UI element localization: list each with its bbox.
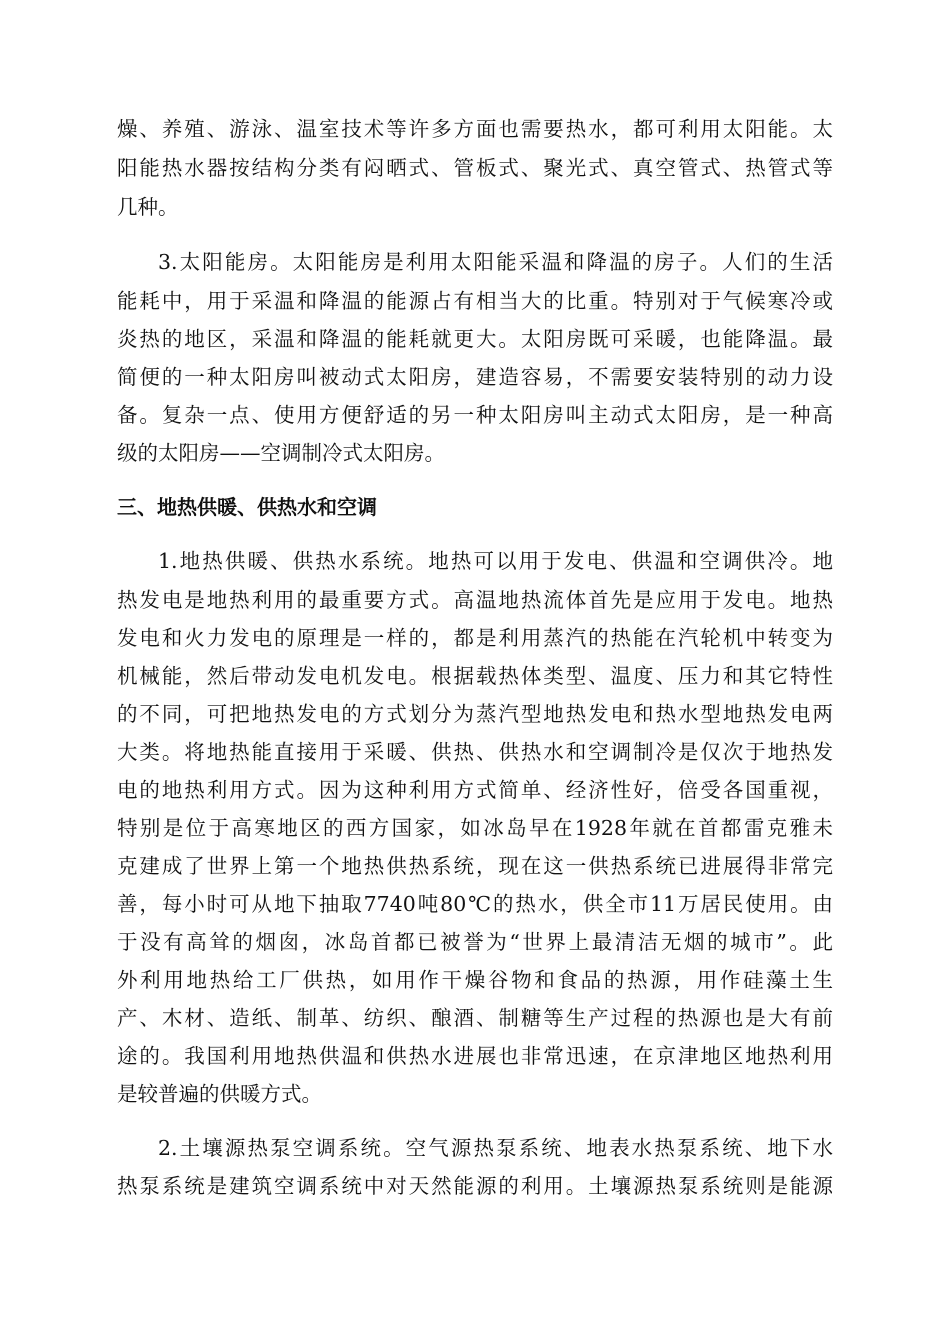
text-line: 燥、养殖、游泳、温室技术等许多方面也需要热水，都可利用太阳能。太	[117, 117, 833, 141]
text-line: 善，每小时可从地下抽取7740吨80℃的热水，供全市11万居民使用。由	[117, 892, 833, 916]
text-line: 途的。我国利用地热供温和供热水进展也非常迅速，在京津地区地热利用	[117, 1044, 833, 1068]
text-line: 的不同，可把地热发电的方式划分为蒸汽型地热发电和热水型地热发电两	[117, 702, 833, 726]
text-line: 能耗中，用于采温和降温的能源占有相当大的比重。特别对于气候寒冷或	[117, 289, 833, 313]
text-line: 热泵系统是建筑空调系统中对天然能源的利用。土壤源热泵系统则是能源	[117, 1174, 833, 1198]
text-line: 级的太阳房——空调制冷式太阳房。	[117, 441, 445, 465]
text-line: 克建成了世界上第一个地热供热系统，现在这一供热系统已进展得非常完	[117, 854, 833, 878]
text-line: 电的地热利用方式。因为这种利用方式简单、经济性好，倍受各国重视，	[117, 778, 833, 802]
paragraph-first-line: 1.地热供暖、供热水系统。地热可以用于发电、供温和空调供冷。地	[158, 549, 833, 573]
text-line: 热发电是地热利用的最重要方式。高温地热流体首先是应用于发电。地热	[117, 588, 833, 612]
paragraph-first-line: 2.土壤源热泵空调系统。空气源热泵系统、地表水热泵系统、地下水	[158, 1136, 833, 1160]
text-line: 外利用地热给工厂供热，如用作干燥谷物和食品的热源，用作硅藻土生	[117, 968, 833, 992]
text-line: 产、木材、造纸、制革、纺织、酿酒、制糖等生产过程的热源也是大有前	[117, 1006, 833, 1030]
text-line: 阳能热水器按结构分类有闷晒式、管板式、聚光式、真空管式、热管式等	[117, 156, 833, 180]
text-line: 大类。将地热能直接用于采暖、供热、供热水和空调制冷是仅次于地热发	[117, 740, 833, 764]
text-line: 于没有高耸的烟囱，冰岛首都已被誉为“世界上最清洁无烟的城市”。此	[117, 930, 833, 954]
text-line: 炎热的地区，采温和降温的能耗就更大。太阳房既可采暖，也能降温。最	[117, 327, 833, 351]
text-line: 是较普遍的供暖方式。	[117, 1082, 322, 1106]
text-line: 机械能，然后带动发电机发电。根据载热体类型、温度、压力和其它特性	[117, 664, 833, 688]
text-line: 几种。	[117, 195, 179, 219]
section-heading: 三、地热供暖、供热水和空调	[117, 495, 377, 519]
paragraph-first-line: 3.太阳能房。太阳能房是利用太阳能采温和降温的房子。人们的生活	[158, 250, 833, 274]
text-line: 简便的一种太阳房叫被动式太阳房，建造容易，不需要安装特别的动力设	[117, 365, 833, 389]
text-line: 特别是位于高寒地区的西方国家，如冰岛早在1928年就在首都雷克雅未	[117, 816, 833, 840]
text-line: 备。复杂一点、使用方便舒适的另一种太阳房叫主动式太阳房，是一种高	[117, 403, 833, 427]
text-line: 发电和火力发电的原理是一样的，都是利用蒸汽的热能在汽轮机中转变为	[117, 626, 833, 650]
